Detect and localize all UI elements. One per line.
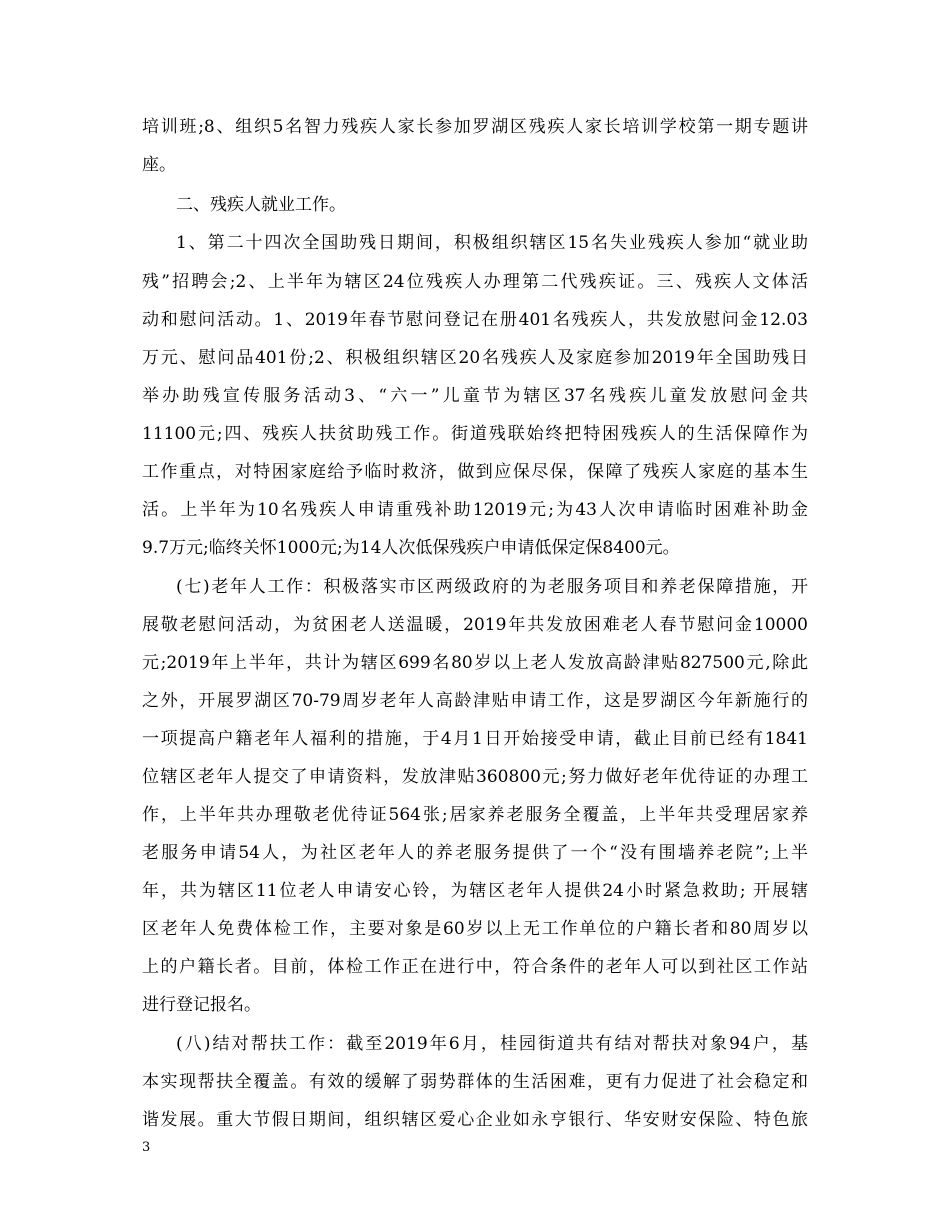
text-line: 11100元;四、残疾人扶贫助残工作。街道残联始终把特困残疾人的生活保障作为 [142,424,808,444]
text-line: (八)结对帮扶工作：截至2019年6月，桂园街道共有结对帮扶对象94户，基 [176,1034,808,1054]
text-line: 万元、慰问品401份;2、积极组织辖区20名残疾人及家庭参加2019年全国助残日 [142,348,808,368]
text-line: 上的户籍长者。目前，体检工作正在进行中，符合条件的老年人可以到社区工作站 [142,957,808,977]
text-line: 残”招聘会;2、上半年为辖区24位残疾人办理第二代残疾证。三、残疾人文体活 [142,272,808,292]
text-line: 之外，开展罗湖区70-79周岁老年人高龄津贴申请工作，这是罗湖区今年新施行的 [142,691,808,711]
text-line: (七)老年人工作：积极落实市区两级政府的为老服务项目和养老保障措施，开 [176,577,808,597]
text-line: 谐发展。重大节假日期间，组织辖区爱心企业如永亨银行、华安财安保险、特色旅 [142,1110,808,1130]
text-line: 作，上半年共办理敬老优待证564张;居家养老服务全覆盖，上半年共受理居家养 [142,805,808,825]
text-line: 动和慰问活动。1、2019年春节慰问登记在册401名残疾人，共发放慰问金12.03 [142,310,808,330]
text-line: 9.7万元;临终关怀1000元;为14人次低保残疾户申请低保定保8400元。 [142,538,680,558]
text-line: 年，共为辖区11位老人申请安心铃，为辖区老年人提供24小时紧急救助; 开展辖 [142,881,808,901]
text-line: 老服务申请54人，为社区老年人的养老服务提供了一个“没有围墙养老院”;上半 [142,843,808,863]
text-line: 1、第二十四次全国助残日期间，积极组织辖区15名失业残疾人参加“就业助 [176,233,808,253]
text-line: 区老年人免费体检工作，主要对象是60岁以上无工作单位的户籍长者和80周岁以 [142,919,808,939]
text-line: 展敬老慰问活动，为贫困老人送温暖，2019年共发放困难老人春节慰问金10000 [142,615,808,635]
page-number: 3 [142,1140,151,1155]
text-line: 进行登记报名。 [142,995,261,1015]
text-line: 位辖区老年人提交了申请资料，发放津贴360800元;努力做好老年优待证的办理工 [142,767,808,787]
text-line: 座。 [142,155,176,175]
section-heading: 二、残疾人就业工作。 [176,195,346,215]
text-line: 元;2019年上半年，共计为辖区699名80岁以上老人发放高龄津贴827500元,除此 [142,653,808,673]
text-line: 本实现帮扶全覆盖。有效的缓解了弱势群体的生活困难，更有力促进了社会稳定和 [142,1072,808,1092]
text-line: 工作重点，对特困家庭给予临时救济，做到应保尽保，保障了残疾人家庭的基本生 [142,462,808,482]
text-line: 活。上半年为10名残疾人申请重残补助12019元;为43人次申请临时困难补助金 [142,500,808,520]
text-line: 培训班;8、组织5名智力残疾人家长参加罗湖区残疾人家长培训学校第一期专题讲 [142,117,808,137]
text-line: 举办助残宣传服务活动3、“六一”儿童节为辖区37名残疾儿童发放慰问金共 [142,386,808,406]
text-line: 一项提高户籍老年人福利的措施，于4月1日开始接受申请，截止目前已经有1841 [142,729,808,749]
